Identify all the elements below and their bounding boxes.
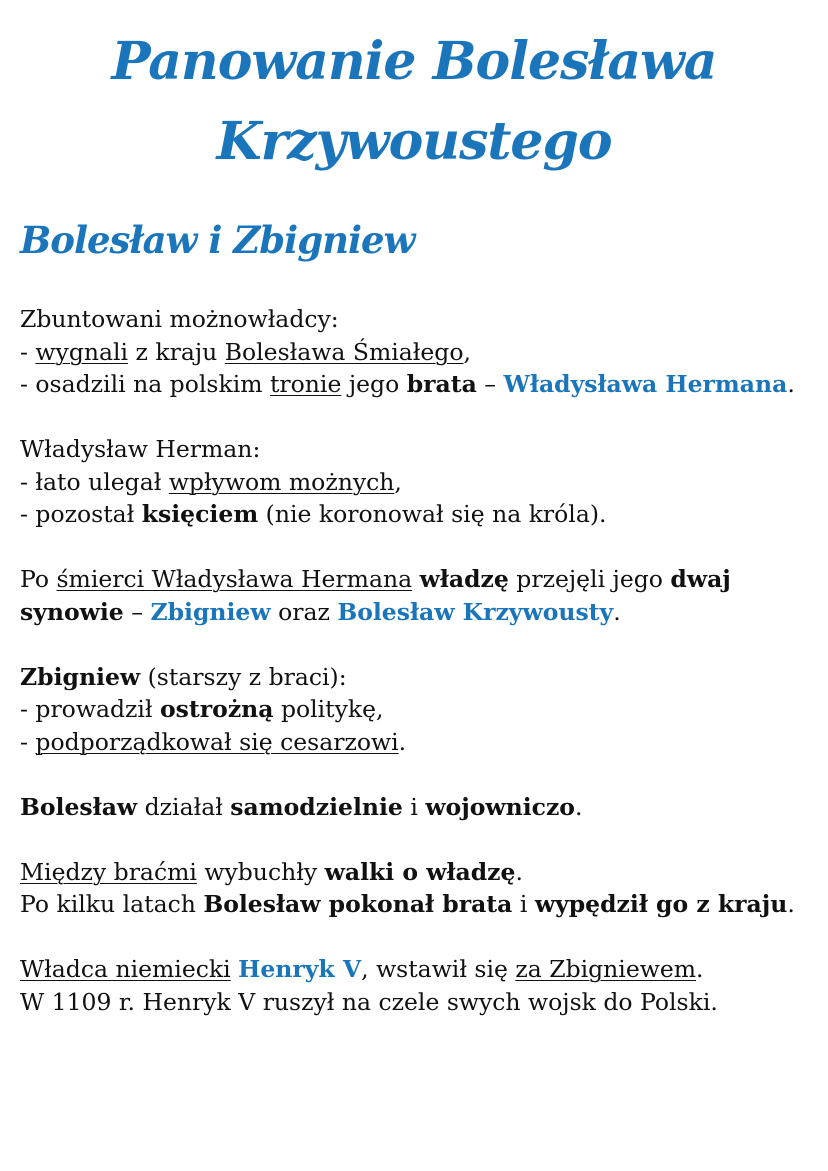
text: –	[123, 597, 151, 626]
text: i	[512, 890, 535, 918]
bold-text: walki o władzę	[324, 857, 516, 886]
bold-text: Zbigniew	[20, 662, 141, 691]
text: i	[402, 792, 426, 821]
text: W 1109 r. Henryk V ruszył na czele swych wojsk do Polski.	[20, 987, 718, 1016]
text: oraz	[270, 597, 338, 626]
text: Zbuntowani możnowładcy:	[20, 305, 339, 333]
highlight-name: Bolesław Krzywousty	[337, 597, 614, 626]
text: - osadzili na polskim	[20, 370, 270, 398]
bold-text: władzę	[419, 565, 509, 593]
underlined-text: śmierci Władysława Hermana	[56, 565, 413, 593]
text: politykę,	[273, 695, 384, 723]
underlined-text: Władca niemiecki	[20, 955, 231, 983]
text: Władysław Herman:	[20, 435, 261, 463]
underlined-text: podporządkował się cesarzowi	[35, 727, 399, 756]
underlined-text: Bolesława Śmiałego	[224, 337, 464, 366]
highlight-name: Henryk V	[238, 955, 362, 983]
text: przejęli jego	[508, 565, 671, 593]
text: jego	[341, 370, 407, 398]
text: Po	[20, 565, 57, 593]
bold-text: samodzielnie	[230, 792, 403, 821]
text	[412, 565, 419, 593]
text: .	[787, 890, 795, 918]
highlight-name: Władysława Hermana	[503, 370, 788, 398]
underlined-text: Między braćmi	[20, 857, 197, 886]
text: –	[476, 370, 504, 398]
paragraph-3	[20, 563, 810, 628]
text: .	[696, 955, 704, 983]
text: ,	[394, 467, 402, 496]
bold-text: dwaj synowie	[20, 565, 731, 626]
text: -	[20, 727, 36, 756]
text: Po kilku latach	[20, 890, 204, 918]
bold-text: ostrożną	[160, 695, 274, 723]
text: .	[787, 370, 795, 398]
text: z kraju	[128, 337, 225, 366]
text: (nie koronował się na króla).	[258, 500, 607, 528]
paragraph-1	[20, 303, 810, 401]
bold-text: Bolesław	[20, 792, 138, 821]
text: - prowadził	[20, 695, 160, 723]
paragraph-6	[20, 856, 810, 921]
text: -	[20, 337, 36, 366]
underlined-text: wpływom możnych	[168, 467, 395, 496]
text: (starszy z braci):	[140, 662, 347, 691]
paragraph-5	[20, 791, 810, 824]
text: .	[613, 597, 621, 626]
title-line-2: Krzywoustego	[216, 111, 612, 172]
section-heading: Bolesław i Zbigniew	[20, 218, 415, 262]
text: - łato ulegał	[20, 467, 169, 496]
underlined-text: tronie	[269, 370, 342, 398]
text: , wstawił się	[361, 955, 516, 983]
bold-text: wypędził go z kraju	[534, 890, 788, 918]
page-title	[0, 22, 828, 182]
text: ,	[463, 337, 471, 366]
bold-text: księciem	[141, 500, 259, 528]
text: działał	[137, 792, 231, 821]
underlined-text: wygnali	[35, 337, 129, 366]
bold-text: wojowniczo	[425, 792, 575, 821]
text: .	[574, 792, 583, 821]
highlight-name: Zbigniew	[150, 597, 271, 626]
text: wybuchły	[196, 857, 325, 886]
document-body	[20, 303, 810, 1051]
bold-text: brata	[406, 370, 477, 398]
paragraph-7	[20, 953, 810, 1018]
paragraph-4	[20, 661, 810, 759]
paragraph-2	[20, 433, 810, 531]
text: - pozostał	[20, 500, 142, 528]
text: .	[398, 727, 407, 756]
underlined-text: za Zbigniewem	[515, 955, 697, 983]
text: .	[515, 857, 523, 886]
bold-text: Bolesław pokonał brata	[203, 890, 513, 918]
title-line-1: Panowanie Bolesława	[111, 31, 717, 92]
